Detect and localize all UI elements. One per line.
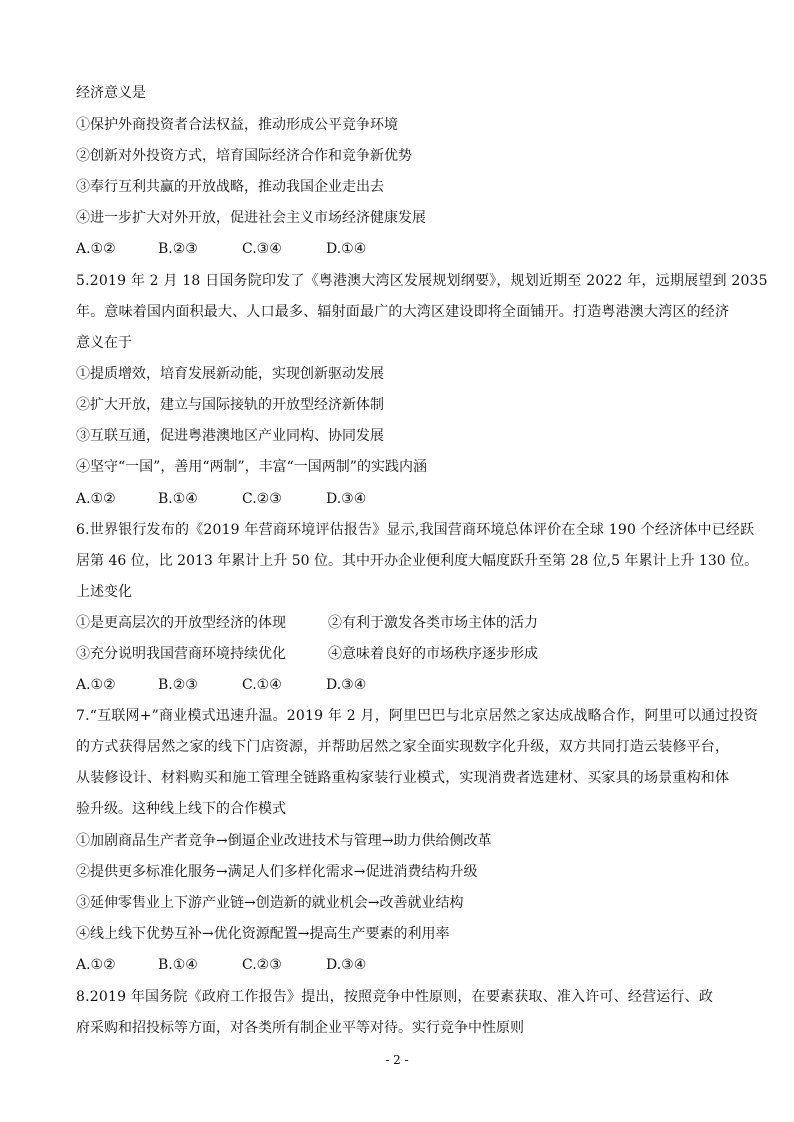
q4-choice-a: A.①② xyxy=(76,241,116,257)
q4-choice-d: D.①④ xyxy=(326,241,367,257)
q6-stem-line-1: 6.世界银行发布的《2019 年营商环境评估报告》显示,我国营商环境总体评价在全球 190 个经济体中已经跃 xyxy=(76,522,755,538)
q5-stem-line-3: 意义在于 xyxy=(76,335,132,351)
q4-option-3: ③奉行互利共赢的开放战略，推动我国企业走出去 xyxy=(76,179,384,195)
q5-option-1: ①提质增效，培育发展新动能，实现创新驱动发展 xyxy=(76,366,384,382)
q7-stem-line-4: 验升级。这种线上线下的合作模式 xyxy=(76,801,286,817)
q6-choice-d: D.③④ xyxy=(326,677,367,693)
q7-choice-c: C.②③ xyxy=(242,957,282,973)
q6-options-row-1 xyxy=(76,614,726,632)
q7-choices xyxy=(76,956,726,974)
q6-choice-a: A.①② xyxy=(76,677,116,693)
q5-option-4: ④坚守“一国”，善用“两制”，丰富“一国两制”的实践内涵 xyxy=(76,459,427,475)
q4-option-4: ④进一步扩大对外开放，促进社会主义市场经济健康发展 xyxy=(76,210,426,226)
q5-choice-d: D.③④ xyxy=(326,491,367,507)
q4-option-2: ②创新对外投资方式，培育国际经济合作和竞争新优势 xyxy=(76,148,412,164)
q4-choices xyxy=(76,240,726,258)
q7-option-1: ①加剧商品生产者竞争→倒逼企业改进技术与管理→助力供给侧改革 xyxy=(76,833,492,849)
q5-option-3: ③互联互通，促进粤港澳地区产业同构、协同发展 xyxy=(76,428,384,444)
q7-choice-a: A.①② xyxy=(76,957,116,973)
q7-option-4: ④线上线下优势互补→优化资源配置→提高生产要素的利用率 xyxy=(76,926,450,942)
q5-stem-line-1: 5.2019 年 2 月 18 日国务院印发了《粤港澳大湾区发展规划纲要》，规划近期至 2022 年，远期展望到 2035 xyxy=(76,273,768,289)
q7-choice-b: B.①④ xyxy=(158,957,198,973)
q7-option-3: ③延伸零售业上下游产业链→创造新的就业机会→改善就业结构 xyxy=(76,895,464,911)
q5-option-2: ②扩大开放，建立与国际接轨的开放型经济新体制 xyxy=(76,397,384,413)
q6-choice-b: B.②③ xyxy=(158,677,198,693)
q4-stem-tail: 经济意义是 xyxy=(76,85,146,101)
q6-choices xyxy=(76,676,726,694)
q6-option-2: ②有利于激发各类市场主体的活力 xyxy=(328,615,538,631)
page-number: - 2 - xyxy=(385,1053,409,1067)
q5-choice-a: A.①② xyxy=(76,491,116,507)
q8-stem-line-1: 8.2019 年国务院《政府工作报告》提出，按照竞争中性原则，在要素获取、准入许可、经营运行、政 xyxy=(76,989,714,1005)
q6-options-row-2 xyxy=(76,645,726,663)
q5-choice-c: C.②③ xyxy=(242,491,282,507)
q4-choice-b: B.②③ xyxy=(158,241,198,257)
q7-stem-line-2: 的方式获得居然之家的线下门店资源，并帮助居然之家全面实现数字化升级，双方共同打造云装修平台， xyxy=(76,739,730,755)
q6-stem-line-2: 居第 46 位，比 2013 年累计上升 50 位。其中开办企业便利度大幅度跃升至第 28 位,5 年累计上升 130 位。 xyxy=(76,553,759,569)
q6-option-3: ③充分说明我国营商环境持续优化 xyxy=(76,646,286,662)
q7-choice-d: D.③④ xyxy=(326,957,367,973)
q7-stem-line-1: 7.“互联网+”商业模式迅速升温。2019 年 2 月，阿里巴巴与北京居然之家达成战略合作，阿里可以通过投资 xyxy=(76,708,759,724)
q6-stem-line-3: 上述变化 xyxy=(76,584,132,600)
q4-option-1: ①保护外商投资者合法权益，推动形成公平竞争环境 xyxy=(76,117,398,133)
q6-option-4: ④意味着良好的市场秩序逐步形成 xyxy=(328,646,538,662)
q5-choice-b: B.①④ xyxy=(158,491,198,507)
q7-option-2: ②提供更多标准化服务→满足人们多样化需求→促进消费结构升级 xyxy=(76,864,478,880)
q5-stem-line-2: 年。意味着国内面积最大、人口最多、辐射面最广的大湾区建设即将全面铺开。打造粤港澳大湾区的经济 xyxy=(76,304,730,320)
q6-choice-c: C.①④ xyxy=(242,677,282,693)
q5-choices xyxy=(76,490,726,508)
q4-choice-c: C.③④ xyxy=(242,241,282,257)
q7-stem-line-3: 从装修设计、材料购买和施工管理全链路重构家装行业模式，实现消费者选建材、买家具的场景重构和体 xyxy=(76,770,730,786)
q6-option-1: ①是更高层次的开放型经济的体现 xyxy=(76,615,286,631)
q8-stem-line-2: 府采购和招投标等方面，对各类所有制企业平等对待。实行竞争中性原则 xyxy=(76,1020,524,1036)
